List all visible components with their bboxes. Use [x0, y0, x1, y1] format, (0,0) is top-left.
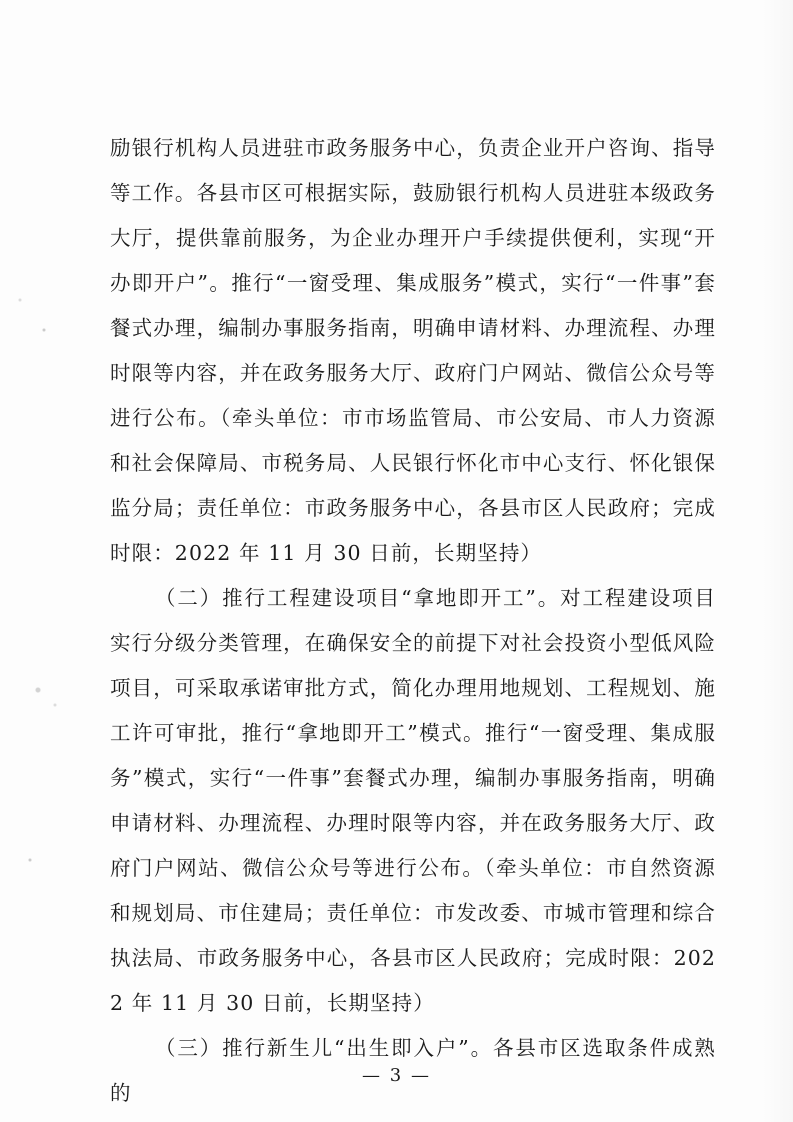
paragraph-section-three: （三）推行新生儿“出生即入户”。各县市区选取条件成熟的 — [110, 1036, 716, 1105]
page-number: — 3 — — [362, 1065, 431, 1086]
paragraph-continuation: 励银行机构人员进驻市政务服务中心，负责企业开户咨询、指导等工作。各县市区可根据实际，鼓励银行机构人员进驻本级政务大厅，提供靠前服务，为企业办理开户手续提供便利，实现“开办即开户”。推行“一窗受理、集成服务”模式，实行“一件事”套餐式办理，编制办事服务指南，明确申请材料、办理流程、办理时限等内容，并在政务服务大厅、政府门户网站、微信公众号等进行公布。（牵头单位：市市场监管局、市公安局、市人力资源和社会保障局、市税务局、人民银行怀化市中心支行、怀化银保监分局；责任单位：市政务服务中心，各县市区人民政府；完成时限：2022 年 11 月 30 日前，长期坚持） — [110, 136, 716, 565]
body-text — [110, 126, 716, 1116]
paragraph-section-two: （二）推行工程建设项目“拿地即开工”。对工程建设项目实行分级分类管理，在确保安全的前提下对社会投资小型低风险项目，可采取承诺审批方式，简化办理用地规划、工程规划、施工许可审批，推行“拿地即开工”模式。推行“一窗受理、集成服务”模式，实行“一件事”套餐式办理，编制办事服务指南，明确申请材料、办理流程、办理时限等内容，并在政务服务大厅、政府门户网站、微信公众号等进行公布。（牵头单位：市自然资源和规划局、市住建局；责任单位：市发改委、市城市管理和综合执法局、市政务服务中心，各县市区人民政府；完成时限：2022 年 11 月 30 日前，长期坚持） — [110, 586, 716, 1015]
scan-edge-right — [763, 0, 793, 1122]
scan-edge-left — [0, 0, 70, 1122]
